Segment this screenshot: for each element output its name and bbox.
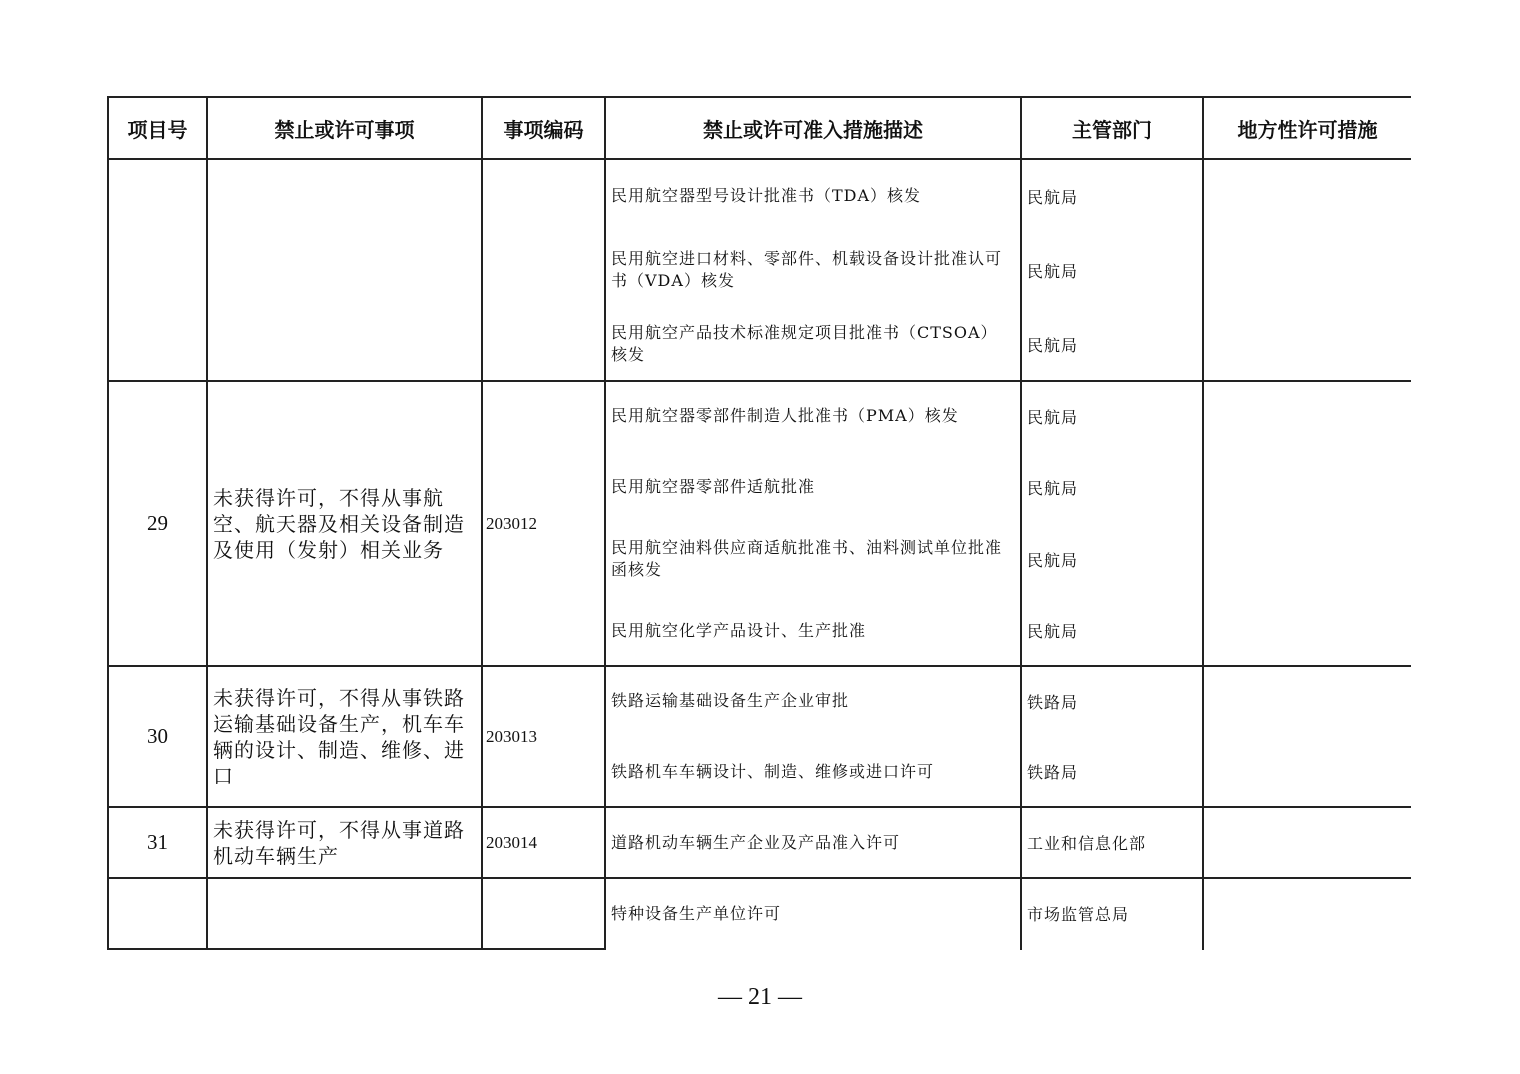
header-dept: 主管部门 xyxy=(1021,97,1203,159)
project-id: 30 xyxy=(108,666,207,807)
table-row xyxy=(108,807,1411,878)
continued-id-cell xyxy=(108,159,207,381)
header-item: 禁止或许可事项 xyxy=(207,97,482,159)
measure-description: 铁路运输基础设备生产企业审批 xyxy=(605,666,1021,736)
permit-table-wrapper xyxy=(107,96,1411,950)
table-row xyxy=(108,159,1411,233)
local-measure xyxy=(1203,666,1411,736)
header-project-no: 项目号 xyxy=(108,97,207,159)
permit-table xyxy=(107,96,1411,950)
measure-description: 民用航空油料供应商适航批准书、油料测试单位批准函核发 xyxy=(605,523,1021,595)
measure-description: 民用航空器零部件适航批准 xyxy=(605,451,1021,523)
measure-description: 民用航空器型号设计批准书（TDA）核发 xyxy=(605,159,1021,233)
department: 民航局 xyxy=(1021,307,1203,381)
local-measure xyxy=(1203,595,1411,666)
table-row xyxy=(108,878,1411,949)
header-code: 事项编码 xyxy=(482,97,605,159)
page-number: — 21 — xyxy=(718,984,802,1010)
measure-description: 特种设备生产单位许可 xyxy=(605,878,1021,949)
local-measure xyxy=(1203,736,1411,807)
project-id: 29 xyxy=(108,381,207,666)
local-measure xyxy=(1203,159,1411,233)
measure-description: 道路机动车辆生产企业及产品准入许可 xyxy=(605,807,1021,878)
department: 铁路局 xyxy=(1021,666,1203,736)
permit-item: 未获得许可，不得从事航空、航天器及相关设备制造及使用（发射）相关业务 xyxy=(207,381,482,666)
header-desc: 禁止或许可准入措施描述 xyxy=(605,97,1021,159)
next-item-cell xyxy=(207,878,482,949)
local-measure xyxy=(1203,878,1411,949)
item-code: 203012 xyxy=(482,381,605,666)
table-row xyxy=(108,666,1411,736)
local-measure xyxy=(1203,523,1411,595)
permit-item: 未获得许可，不得从事道路机动车辆生产 xyxy=(207,807,482,878)
item-code: 203013 xyxy=(482,666,605,807)
measure-description: 民用航空化学产品设计、生产批准 xyxy=(605,595,1021,666)
department: 民航局 xyxy=(1021,233,1203,307)
local-measure xyxy=(1203,307,1411,381)
department: 民航局 xyxy=(1021,523,1203,595)
continued-code-cell xyxy=(482,159,605,381)
next-id-cell xyxy=(108,878,207,949)
department: 工业和信息化部 xyxy=(1021,807,1203,878)
measure-description: 民用航空进口材料、零部件、机载设备设计批准认可书（VDA）核发 xyxy=(605,233,1021,307)
permit-item: 未获得许可，不得从事铁路运输基础设备生产，机车车辆的设计、制造、维修、进口 xyxy=(207,666,482,807)
department: 铁路局 xyxy=(1021,736,1203,807)
table-row xyxy=(108,381,1411,451)
local-measure xyxy=(1203,381,1411,451)
item-code: 203014 xyxy=(482,807,605,878)
measure-description: 民用航空器零部件制造人批准书（PMA）核发 xyxy=(605,381,1021,451)
department: 民航局 xyxy=(1021,381,1203,451)
local-measure xyxy=(1203,451,1411,523)
measure-description: 民用航空产品技术标准规定项目批准书（CTSOA）核发 xyxy=(605,307,1021,381)
project-id: 31 xyxy=(108,807,207,878)
department: 市场监管总局 xyxy=(1021,878,1203,949)
department: 民航局 xyxy=(1021,159,1203,233)
header-local: 地方性许可措施 xyxy=(1203,97,1411,159)
measure-description: 铁路机车车辆设计、制造、维修或进口许可 xyxy=(605,736,1021,807)
next-code-cell xyxy=(482,878,605,949)
continued-item-cell xyxy=(207,159,482,381)
department: 民航局 xyxy=(1021,595,1203,666)
department: 民航局 xyxy=(1021,451,1203,523)
header-row xyxy=(108,97,1411,159)
local-measure xyxy=(1203,807,1411,878)
local-measure xyxy=(1203,233,1411,307)
